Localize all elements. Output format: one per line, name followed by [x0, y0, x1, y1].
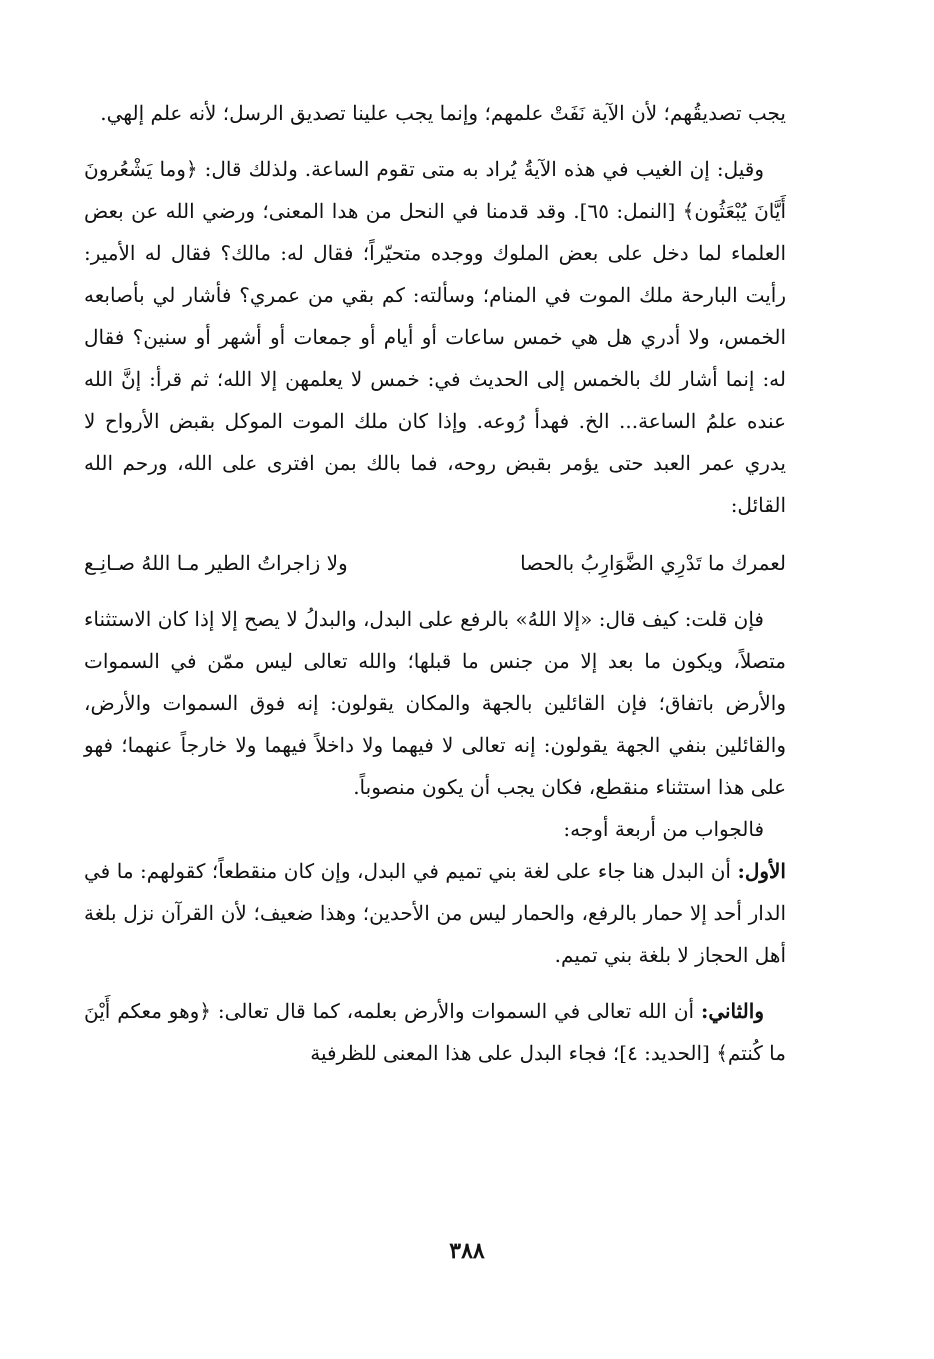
- paragraph-5-label: الأول:: [737, 859, 786, 883]
- paragraph-4: فالجواب من أربعة أوجه:: [563, 817, 764, 841]
- paragraph-2: وقيل: إن الغيب في هذه الآيةُ يُراد به متى تقوم الساعة. ولذلك قال: ﴿وما يَشْعُرونَ أَيَّانَ يُبْعَثُون﴾ [النمل: ٦٥]. وقد قدمنا في النحل من هدا المعنى؛ ورضي الله عن بعض العلماء لما دخل على بعض الملوك ووجده متحيّراً؛ فقال له: مالك؟ فقال له الأمير: رأيت البارحة ملك الموت في المنام؛ وسألته: كم بقي من عمري؟ فأشار لي بأصابعه الخمس، ولا أدري هل هي خمس ساعات أو أيام أو جمعات أو أشهر أو سنين؟ فقال له: إنما أشار لك بالخمس إلى الحديث في: خمس لا يعلمهن إلا الله؛ ثم قرأ: إنَّ الله عنده علمُ الساعة... الخ. فهدأ رُوعه. وإذا كان ملك الموت الموكل بقبض الأرواح لا يدري عمر العبد حتى يؤمر بقبض روحه، فما بالك بمن افترى على الله، ورحم الله القائل:: [84, 157, 787, 517]
- paragraph-1: يجب تصديقُهم؛ لأن الآية نَفَتْ علمهم؛ وإنما يجب علينا تصديق الرسل؛ لأنه علم إلهي.: [100, 101, 786, 125]
- paragraph-5: [84, 850, 786, 976]
- paragraph-6-label: والثاني:: [700, 999, 764, 1023]
- paragraph-5-text: أن البدل هنا جاء على لغة بني تميم في البدل، وإن كان منقطعاً؛ كقولهم: ما في الدار أحد إلا حمار بالرفع، والحمار ليس من الأحدين؛ وهذا ضعيف؛ لأن القرآن نزل بلغة أهل الحجاز لا بلغة بني تميم.: [84, 859, 786, 967]
- page-body: [84, 92, 786, 1074]
- paragraph-6: [84, 990, 786, 1074]
- verse-second-hemistich: ولا زاجراتُ الطير مـا اللهُ صـانِـع: [84, 551, 348, 575]
- paragraph-3: فإن قلت: كيف قال: «إلا اللهُ» بالرفع على البدل، والبدلُ لا يصح إلا إذا كان الاستثناء متصلاً، ويكون ما بعد إلا من جنس ما قبلها؛ والله تعالى ليس ممّن في السموات والأرض باتفاق؛ فإن القائلين بالجهة والمكان يقولون: إنه فوق السموات والأرض، والقائلين بنفي الجهة يقولون: إنه تعالى لا فيهما ولا داخلاً فيهما ولا خارجاً عنهما؛ فهو على هذا استثناء منقطع، فكان يجب أن يكون منصوباً.: [84, 607, 786, 799]
- verse-first-hemistich: لعمرك ما تَدْرِي الضَّوَارِبُ بالحصا: [520, 551, 786, 575]
- poetry-verse: [84, 542, 786, 584]
- paragraph-6-text: أن الله تعالى في السموات والأرض بعلمه، كما قال تعالى: ﴿وهو معكم أَيْنَ ما كُنتم﴾ [الحديد: ٤]؛ فجاء البدل على هذا المعنى للظرفية: [84, 999, 786, 1065]
- page-number: ٣٨٨: [449, 1238, 485, 1264]
